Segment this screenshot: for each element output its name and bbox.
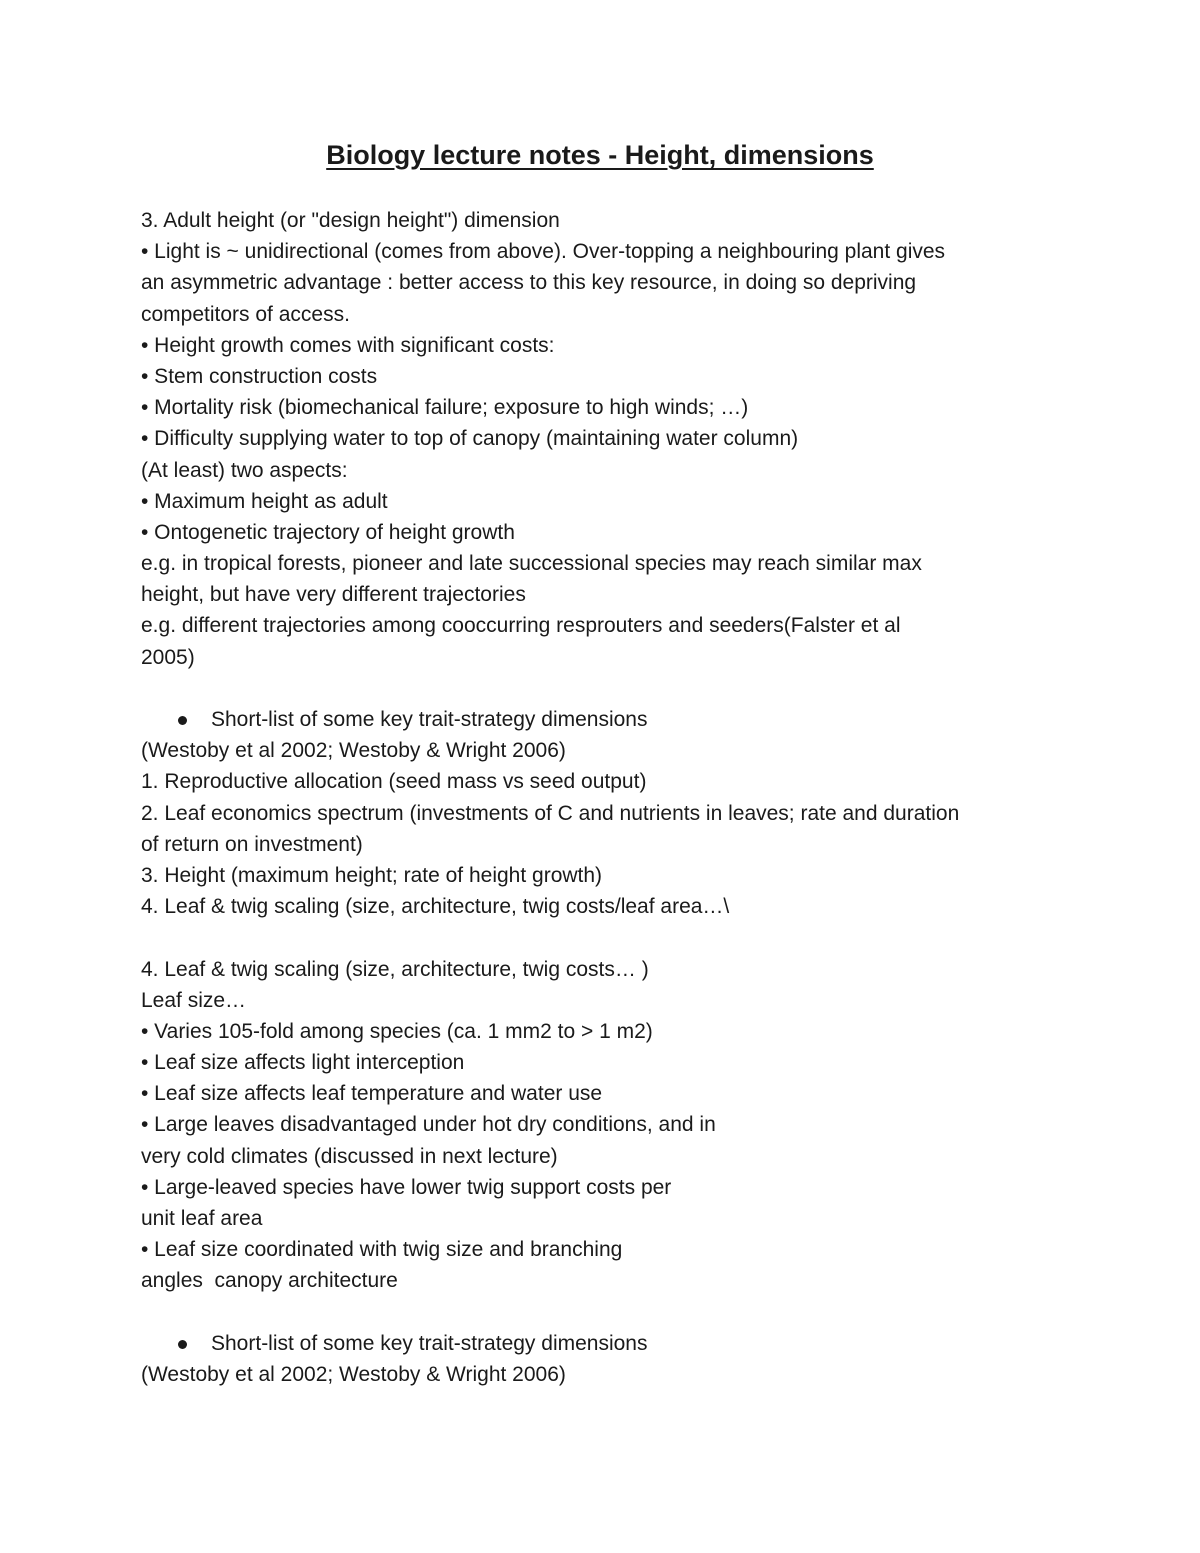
- text-line: unit leaf area: [141, 1207, 263, 1230]
- text-line: 3. Height (maximum height; rate of height growth): [141, 863, 603, 887]
- text-line: very cold climates (discussed in next lecture): [141, 1144, 558, 1168]
- text-line: • Light is ~ unidirectional (comes from above). Over-topping a neighbouring plant gives: [141, 240, 946, 264]
- text-line: • Leaf size affects leaf temperature and water use: [141, 1082, 603, 1106]
- page-title: Biology lecture notes - Height, dimensions: [326, 140, 874, 170]
- text-line: height, but have very different trajectories: [141, 583, 526, 607]
- document-body: [141, 205, 1081, 1390]
- text-line: • Leaf size affects light interception: [141, 1051, 465, 1075]
- text-line: • Difficulty supplying water to top of canopy (maintaining water column): [141, 427, 799, 451]
- text-line: (Westoby et al 2002; Westoby & Wright 2006): [141, 1362, 566, 1386]
- blank-line: [141, 673, 1081, 704]
- text-line: • Maximum height as adult: [141, 489, 388, 513]
- text-line: 2005): [141, 645, 195, 669]
- text-line: 1. Reproductive allocation (seed mass vs seed output): [141, 770, 647, 794]
- bullet-dot-icon: [178, 716, 187, 725]
- bullet-dot-icon: [178, 1340, 187, 1349]
- text-line: • Varies 105-fold among species (ca. 1 mm2 to > 1 m2): [141, 1019, 653, 1043]
- text-line: e.g. in tropical forests, pioneer and late successional species may reach similar max: [141, 552, 922, 576]
- bullet-list-item: [141, 1328, 1081, 1359]
- text-line: • Mortality risk (biomechanical failure; exposure to high winds; …): [141, 396, 749, 420]
- text-line: e.g. different trajectories among cooccurring resprouters and seeders(Falster et al: [141, 614, 901, 638]
- text-line: (At least) two aspects:: [141, 458, 348, 482]
- blank-line: [141, 1297, 1081, 1328]
- text-line: • Large leaves disadvantaged under hot dry conditions, and in: [141, 1113, 716, 1137]
- text-line: 2. Leaf economics spectrum (investments of C and nutrients in leaves; rate and duration: [141, 801, 960, 825]
- text-line: 3. Adult height (or "design height") dimension: [141, 209, 560, 232]
- text-line: angles canopy architecture: [141, 1269, 398, 1293]
- text-line: (Westoby et al 2002; Westoby & Wright 2006): [141, 739, 566, 763]
- bullet-item-text: Short-list of some key trait-strategy dimensions: [211, 1331, 648, 1355]
- text-line: • Stem construction costs: [141, 364, 378, 388]
- blank-line: [141, 922, 1081, 953]
- text-line: • Height growth comes with significant costs:: [141, 333, 555, 357]
- bullet-item-text: Short-list of some key trait-strategy dimensions: [211, 708, 648, 731]
- bullet-list-item: [141, 704, 1081, 735]
- text-line: competitors of access.: [141, 302, 350, 326]
- text-line: • Leaf size coordinated with twig size and branching: [141, 1238, 623, 1262]
- text-line: of return on investment): [141, 832, 363, 856]
- text-line: • Ontogenetic trajectory of height growth: [141, 520, 515, 544]
- text-line: 4. Leaf & twig scaling (size, architecture, twig costs… ): [141, 957, 649, 981]
- text-line: Leaf size…: [141, 988, 247, 1012]
- text-line: an asymmetric advantage : better access to this key resource, in doing so depriving: [141, 271, 917, 295]
- text-line: 4. Leaf & twig scaling (size, architecture, twig costs/leaf area…\: [141, 895, 730, 919]
- text-line: • Large-leaved species have lower twig support costs per: [141, 1175, 672, 1199]
